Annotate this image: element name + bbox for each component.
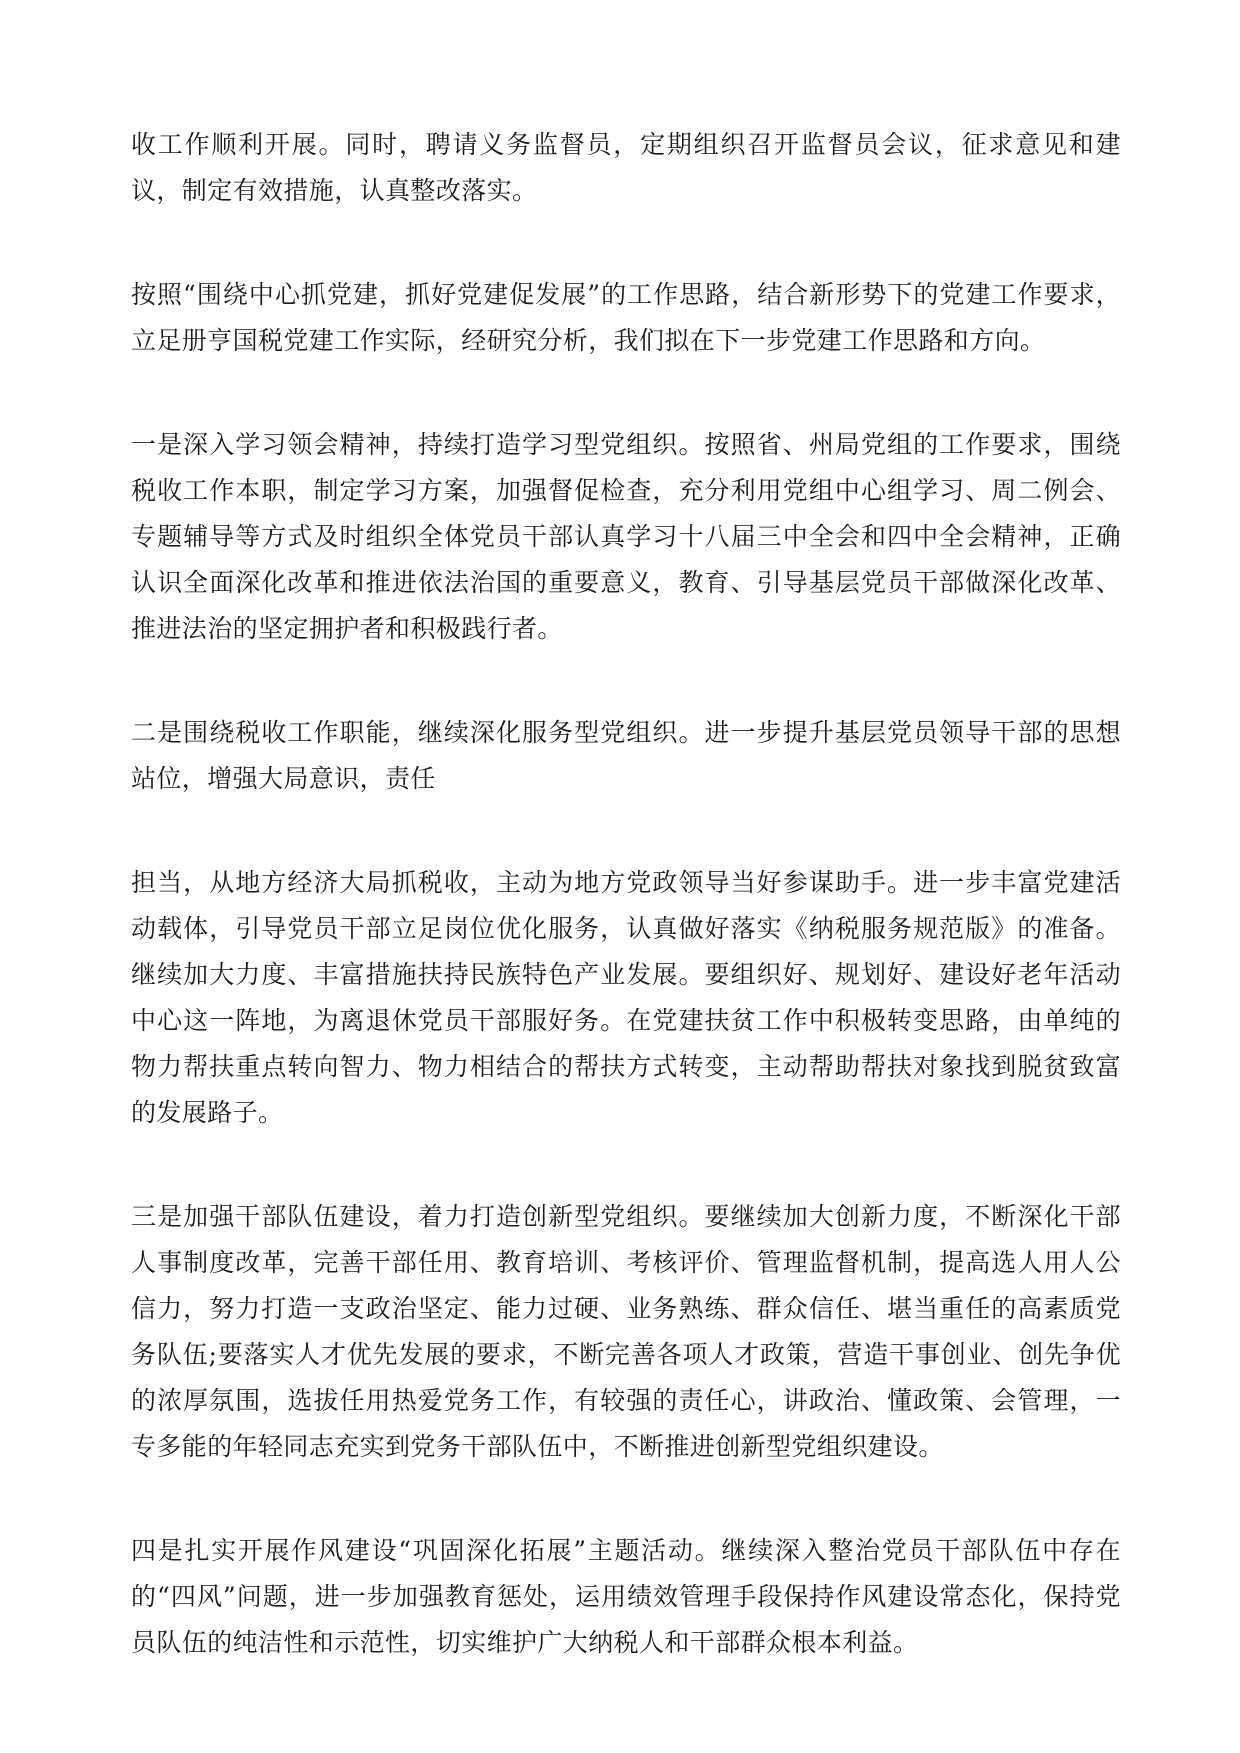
paragraph-4: 二是围绕税收工作职能，继续深化服务型党组织。进一步提升基层党员领导干部的思想站位，增强大局意识，责任 (131, 718, 1121, 793)
paragraph-6: 三是加强干部队伍建设，着力打造创新型党组织。要继续加大创新力度，不断深化干部人事制度改革，完善干部任用、教育培训、考核评价、管理监督机制，提高选人用人公信力，努力打造一支政治坚定、能力过硬、业务熟练、群众信任、堪当重任的高素质党务队伍;要落实人才优先发展的要求，不断完善各项人才政策，营造干事创业、创先争优的浓厚氛围，选拔任用热爱党务工作，有较强的责任心，讲政治、懂政策、会管理，一专多能的年轻同志充实到党务干部队伍中，不断推进创新型党组织建设。 (131, 1202, 1121, 1461)
document-body (131, 122, 1121, 1724)
paragraph-5: 担当，从地方经济大局抓税收，主动为地方党政领导当好参谋助手。进一步丰富党建活动载体，引导党员干部立足岗位优化服务，认真做好落实《纳税服务规范版》的准备。继续加大力度、丰富措施扶持民族特色产业发展。要组织好、规划好、建设好老年活动中心这一阵地，为离退休党员干部服好务。在党建扶贫工作中积极转变思路，由单纯的物力帮扶重点转向智力、物力相结合的帮扶方式转变，主动帮助帮扶对象找到脱贫致富的发展路子。 (131, 868, 1121, 1127)
paragraph-2: 按照“围绕中心抓党建，抓好党建促发展”的工作思路，结合新形势下的党建工作要求，立足册亨国税党建工作实际，经研究分析，我们拟在下一步党建工作思路和方向。 (131, 280, 1121, 355)
paragraph-7: 四是扎实开展作风建设“巩固深化拓展”主题活动。继续深入整治党员干部队伍中存在的“四风”问题，进一步加强教育惩处，运用绩效管理手段保持作风建设常态化，保持党员队伍的纯洁性和示范性，切实维护广大纳税人和干部群众根本利益。 (131, 1536, 1121, 1657)
paragraph-1: 收工作顺利开展。同时，聘请义务监督员，定期组织召开监督员会议，征求意见和建议，制定有效措施，认真整改落实。 (131, 130, 1121, 205)
paragraph-3: 一是深入学习领会精神，持续打造学习型党组织。按照省、州局党组的工作要求，围绕税收工作本职，制定学习方案，加强督促检查，充分利用党组中心组学习、周二例会、专题辅导等方式及时组织全体党员干部认真学习十八届三中全会和四中全会精神，正确认识全面深化改革和推进依法治国的重要意义，教育、引导基层党员干部做深化改革、推进法治的坚定拥护者和积极践行者。 (131, 430, 1121, 643)
